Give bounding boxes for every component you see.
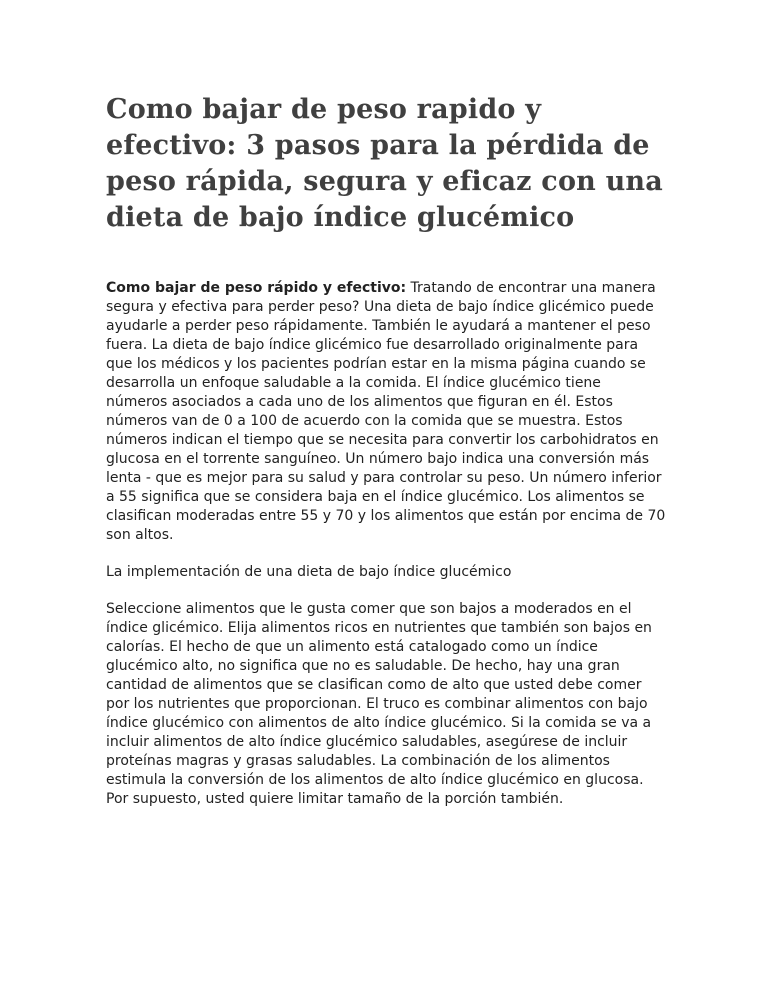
section-subheading: La implementación de una dieta de bajo índice glucémico [106, 564, 512, 580]
intro-text: Tratando de encontrar una manera segura y efectiva para perder peso? Una dieta de bajo índice glicémico puede ayudarle a perder peso rápidamente. También le ayudará a mantener el peso fuera. La dieta de bajo índice glicémico fue desarrollado originalmente para que los médicos y los pacientes podrían estar en la misma página cuando se desarrolla un enfoque saludable a la comida. El índice glucémico tiene números asociados a cada uno de los alimentos que figuran en él. Estos números van de 0 a 100 de acuerdo con la comida que se muestra. Estos números indican el tiempo que se necesita para convertir los carbohidratos en glucosa en el torrente sanguíneo. Un número bajo indica una conversión más lenta - que es mejor para su salud y para controlar su peso. Un número inferior a 55 significa que se considera baja en el índice glucémico. Los alimentos se clasifican moderadas entre 55 y 70 y los alimentos que están por encima de 70 son altos. [106, 280, 666, 543]
intro-lead: Como bajar de peso rápido y efectivo: [106, 280, 407, 296]
intro-paragraph [106, 279, 666, 545]
document-page [106, 92, 666, 809]
document-title: Como bajar de peso rapido y efectivo: 3 pasos para la pérdida de peso rápida, segura y eficaz con una dieta de bajo índice glucémico [106, 94, 663, 233]
body-paragraph: Seleccione alimentos que le gusta comer que son bajos a moderados en el índice glicémico. Elija alimentos ricos en nutrientes que también son bajos en calorías. El hecho de que un alimento está catalogado como un índice glucémico alto, no significa que no es saludable. De hecho, hay una gran cantidad de alimentos que se clasifican como de alto que usted debe comer por los nutrientes que proporcionan. El truco es combinar alimentos con bajo índice glucémico con alimentos de alto índice glucémico. Si la comida se va a incluir alimentos de alto índice glucémico saludables, asegúrese de incluir proteínas magras y grasas saludables. La combinación de los alimentos estimula la conversión de los alimentos de alto índice glucémico en glucosa. Por supuesto, usted quiere limitar tamaño de la porción también. [106, 601, 652, 807]
